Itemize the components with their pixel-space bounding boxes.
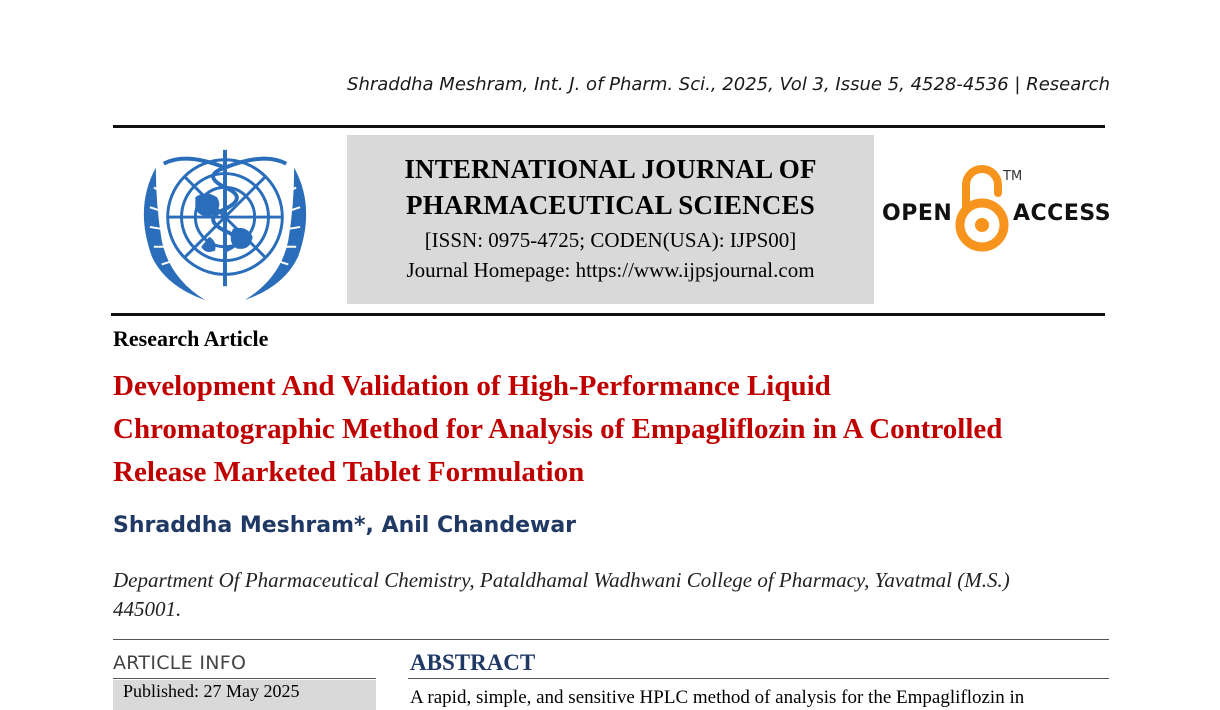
open-access-logo bbox=[878, 165, 1112, 255]
abstract-heading: ABSTRACT bbox=[410, 650, 536, 675]
trademark-mark: TM bbox=[1003, 169, 1023, 184]
published-date: Published: 27 May 2025 bbox=[113, 680, 376, 710]
title-line: Development And Validation of High-Performance Liquid bbox=[113, 370, 831, 402]
section-divider bbox=[113, 639, 1109, 640]
running-head: Shraddha Meshram, Int. J. of Pharm. Sci., 2025, Vol 3, Issue 5, 4528-4536 | Research bbox=[347, 74, 1110, 95]
journal-name-line2: PHARMACEUTICAL SCIENCES bbox=[406, 190, 815, 220]
author-affiliation bbox=[113, 566, 1093, 624]
abstract-rule bbox=[408, 678, 1109, 679]
author-list: Shraddha Meshram*, Anil Chandewar bbox=[113, 513, 577, 538]
article-type: Research Article bbox=[113, 326, 269, 351]
journal-masthead bbox=[347, 135, 874, 304]
title-line: Chromatographic Method for Analysis of Empagliflozin in A Controlled bbox=[113, 413, 1003, 445]
article-info-rule bbox=[113, 678, 376, 679]
journal-issn: [ISSN: 0975-4725; CODEN(USA): IJPS00] bbox=[424, 228, 797, 252]
article-title bbox=[113, 365, 1113, 494]
journal-homepage-link[interactable]: Journal Homepage: https://www.ijpsjournal.com bbox=[406, 258, 815, 282]
header-rule-top bbox=[113, 125, 1105, 128]
affiliation-line: 445001. bbox=[113, 597, 182, 621]
journal-emblem-logo bbox=[126, 138, 324, 306]
open-access-word-open: OPEN bbox=[882, 201, 953, 226]
journal-name-line1: INTERNATIONAL JOURNAL OF bbox=[404, 154, 817, 184]
article-info-heading: ARTICLE INFO bbox=[113, 652, 247, 674]
header-rule-bottom bbox=[111, 313, 1105, 316]
open-access-word-access: ACCESS bbox=[1013, 201, 1112, 226]
affiliation-line: Department Of Pharmaceutical Chemistry, Pataldhamal Wadhwani College of Pharmacy, Yavatmal (M.S.) bbox=[113, 568, 1010, 592]
abstract-text: A rapid, simple, and sensitive HPLC method of analysis for the Empagliflozin in bbox=[410, 687, 1025, 708]
title-line: Release Marketed Tablet Formulation bbox=[113, 456, 585, 488]
